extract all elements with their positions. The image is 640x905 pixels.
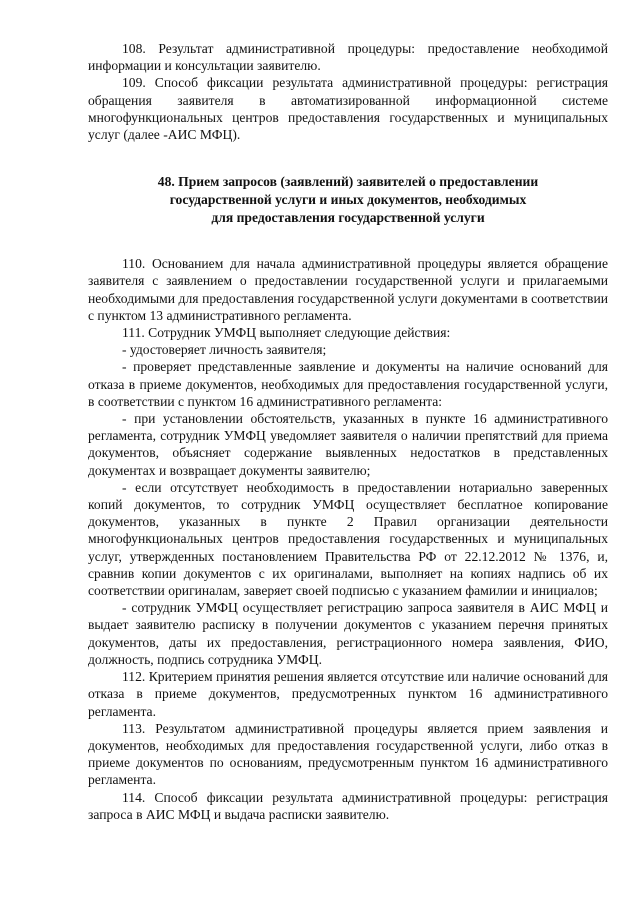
list-item-copies: - если отсутствует необходимость в предоставлении нотариально заверенных копий документов, то сотрудник УМФЦ осуществляет бесплатное копирование документов, указанных в пункте 2 Правил организации деятельности многофункциональных центров предоставления государственных и муниципальных услуг, утвержденных постановлением Правительства РФ от 22.12.2012 № 1376, и, сравнив копии документов с их оригиналами, выполняет на копиях надпись об их соответствии оригиналам, заверяет своей подписью с указанием фамилии и инициалов; [88,479,608,599]
list-item-check-documents: - проверяет представленные заявление и документы на наличие оснований для отказа в приеме документов, необходимых для предоставления государственной услуги, в соответствии с пунктом 16 административного регламента: [88,359,608,409]
list-item-identity: - удостоверяет личность заявителя; [122,342,327,358]
paragraph-109: 109. Способ фиксации результата административной процедуры: регистрация обращения заявителя в автоматизированной информационной системе многофункциональных центров предоставления государственных и муниципальных услуг (далее -АИС МФЦ). [88,75,608,143]
list-item-obstacles: - при установлении обстоятельств, указанных в пункте 16 административного регламента, сотрудник УМФЦ уведомляет заявителя о наличии препятствий для приема документов, объясняет содержание выявленных недостатков в представленных документах и возвращает документы заявителю; [88,411,608,478]
paragraph-113: 113. Результатом административной процедуры является прием заявления и документов, необходимых для предоставления государственной услуги, либо отказ в приеме документов по основаниям, предусмотренным пунктом 16 административного регламента. [88,720,608,788]
paragraph-114: 114. Способ фиксации результата административной процедуры: регистрация запроса в АИС МФЦ и выдача расписки заявителю. [88,789,608,822]
section-heading-line-1: 48. Прием запросов (заявлений) заявителей о предоставлении [157,174,539,190]
section-heading [88,173,608,227]
section-heading-line-3: для предоставления государственной услуги [211,210,485,226]
document-page [88,40,608,823]
paragraph-108: 108. Результат административной процедуры: предоставление необходимой информации и консультации заявителю. [88,41,608,74]
list-item-registration: - сотрудник УМФЦ осуществляет регистрацию запроса заявителя в АИС МФЦ и выдает заявителю расписку в получении документов с указанием перечня принятых документов, даты их предоставления, регистрационного номера заявления, ФИО, должность, подпись сотрудника УМФЦ. [88,600,608,667]
paragraph-112: 112. Критерием принятия решения является отсутствие или наличие оснований для отказа в приеме документов, предусмотренных пунктом 16 административного регламента. [88,669,608,719]
section-heading-line-2: государственной услуги и иных документов, необходимых [169,192,527,208]
paragraph-111: 111. Сотрудник УМФЦ выполняет следующие действия: [122,325,451,341]
paragraph-110: 110. Основанием для начала административной процедуры является обращение заявителя с заявлением о предоставлении государственной услуги и прилагаемыми необходимыми для предоставления государственной услуги документами в соответствии с пунктом 13 административного регламента. [88,256,608,323]
